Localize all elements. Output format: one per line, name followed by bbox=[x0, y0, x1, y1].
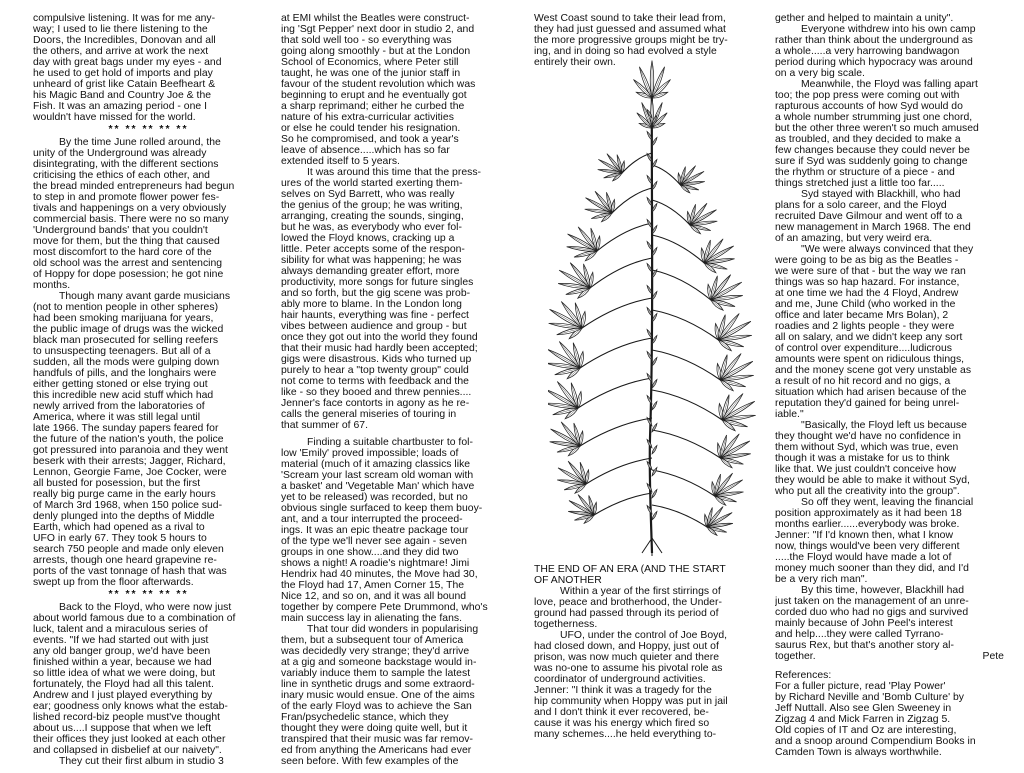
column1-block-a bbox=[33, 13, 264, 123]
text-line: THE END OF AN ERA (AND THE START bbox=[534, 564, 726, 575]
paragraph-gap bbox=[775, 662, 1012, 670]
text-line: lished record-biz people must've thought bbox=[33, 712, 221, 723]
text-line: low 'Emily' proved impossible; loads of bbox=[281, 448, 459, 459]
text-line: period during which hypocracy was around bbox=[775, 57, 973, 68]
text-line: coordinator of underground activities. bbox=[534, 674, 706, 685]
text-line: finished within a year, because we had bbox=[33, 657, 212, 668]
text-line: ear; goodness only knows what the estab- bbox=[33, 701, 228, 712]
text-line: about us....I suppose that when we left bbox=[33, 723, 212, 734]
text-line: and a snoop around Compendium Books in bbox=[775, 736, 976, 747]
text-line: always demanding greater effort, more bbox=[281, 266, 460, 277]
text-line: to unsuspecting teenagers. But all of a bbox=[33, 346, 211, 357]
text-line: "We were always convinced that they bbox=[801, 244, 974, 255]
text-line: Old copies of IT and Oz are interesting, bbox=[775, 725, 957, 736]
text-line: 'Underground bands' that you couldn't bbox=[33, 225, 208, 236]
text-line: handfuls of pills, and the longhairs were bbox=[33, 368, 217, 379]
text-line: UFO, under the control of Joe Boyd, bbox=[560, 630, 728, 641]
text-line: of March 3rd 1968, when 150 police sud- bbox=[33, 500, 223, 511]
text-line: inary music would ensue. One of the aims bbox=[281, 690, 475, 701]
cannabis-plant-illustration bbox=[548, 58, 756, 558]
text-line: were going to be as big as the Beatles - bbox=[775, 255, 959, 266]
text-line: but he was, as everybody who ever fol- bbox=[281, 222, 462, 233]
text-line: this incredible new acid stuff which had bbox=[33, 390, 214, 401]
text-line: transpired that their music was far remov- bbox=[281, 734, 473, 745]
text-line: 'Scream your last scream old woman with bbox=[281, 470, 474, 481]
text-line: Back to the Floyd, who were now just bbox=[59, 602, 232, 613]
text-line: and I don't think it ever recovered, be- bbox=[534, 707, 709, 718]
text-line: Jenner: "If I'd known then, what I know bbox=[775, 530, 953, 541]
text-line: disintegrating, with the different sections bbox=[33, 159, 219, 170]
text-line: Zigzag 4 and Mick Farren in Zigzag 5. bbox=[775, 714, 951, 725]
text-line: obvious single surfaced to keep them buoy- bbox=[281, 503, 483, 514]
column1-block-c bbox=[33, 602, 264, 767]
text-line: they would be able to make it without Syd, bbox=[775, 475, 970, 486]
text-line: at a gig and someone backstage would in- bbox=[281, 657, 477, 668]
text-line: recruited Dave Gilmour and went off to a bbox=[775, 211, 963, 222]
text-line: It was around this time that the press- bbox=[307, 167, 482, 178]
author-signature: Pete bbox=[982, 651, 1004, 662]
text-line: ing, and in doing so had evolved a style bbox=[534, 46, 717, 57]
text-line: going along smoothly - but at the London bbox=[281, 46, 471, 57]
text-line: togetherness. bbox=[534, 619, 598, 630]
text-column-2 bbox=[281, 13, 517, 767]
text-line: Jenner's face contorts in agony as he re- bbox=[281, 398, 470, 409]
text-line: the Floyd had 17, Amen Corner 15, The bbox=[281, 580, 465, 591]
text-line: either getting stoned or else trying out bbox=[33, 379, 208, 390]
text-line: a sharp reprimand; either he curbed the bbox=[281, 101, 465, 112]
text-line: so little idea of what we were doing, but bbox=[33, 668, 216, 679]
text-line: calls the general miseries of touring in bbox=[281, 409, 457, 420]
text-line: now, things would've been very different bbox=[775, 541, 960, 552]
text-column-1 bbox=[33, 13, 264, 767]
text-line: love, peace and brotherhood, the Under- bbox=[534, 597, 722, 608]
text-line: the public image of drugs was the wicked bbox=[33, 324, 224, 335]
text-line: as troubled, and they decided to make a bbox=[775, 134, 961, 145]
text-line: got pressured into paranoia and they went bbox=[33, 445, 228, 456]
text-line: of the early Floyd was to achieve the San bbox=[281, 701, 472, 712]
section-separator: ** ** ** ** ** bbox=[108, 589, 189, 600]
text-line: roadies and 2 lights people - they were bbox=[775, 321, 955, 332]
text-line: Everyone withdrew into his own camp bbox=[801, 24, 976, 35]
text-line: like that. We just couldn't conceive how bbox=[775, 464, 957, 475]
text-line: they had just guessed and assumed what bbox=[534, 24, 726, 35]
text-line: groups in one show....and they did two bbox=[281, 547, 459, 558]
text-line: was no-one to assume his pivotal role as bbox=[534, 663, 723, 674]
text-line: and the money scene got very unstable as bbox=[775, 365, 972, 376]
text-line: References: bbox=[775, 670, 832, 681]
text-line: entirely their own. bbox=[534, 57, 616, 68]
text-line: commercial basis. There were no so many bbox=[33, 214, 229, 225]
text-line: at one time we had the 4 Floyd, Andrew bbox=[775, 288, 959, 299]
text-line: sure if Syd was suddenly going to change bbox=[775, 156, 968, 167]
text-line: and collapsed in disbelief at our naivety". bbox=[33, 745, 222, 756]
text-line: productivity, more songs for future singles bbox=[281, 277, 474, 288]
column2-block-b bbox=[281, 437, 517, 767]
text-line: or else he could tender his resignation. bbox=[281, 123, 461, 134]
text-line: who put all the creativity into the group". bbox=[775, 486, 960, 497]
text-line: cause it was his energy which fired so bbox=[534, 718, 710, 729]
text-column-4 bbox=[775, 13, 1012, 767]
text-line: So he compromised, and took a year's bbox=[281, 134, 459, 145]
text-line: of the type we'll never see again - seven bbox=[281, 536, 467, 547]
text-line: luck, talent and a miraculous series of bbox=[33, 624, 208, 635]
text-line: all busted for posession, but the first bbox=[33, 478, 201, 489]
column2-block-a bbox=[281, 13, 517, 431]
text-line: gigs were disastrous. Kids who turned up bbox=[281, 354, 472, 365]
text-line: Finding a suitable chartbuster to fol- bbox=[307, 437, 473, 448]
text-line: For a fuller picture, read 'Play Power' bbox=[775, 681, 946, 692]
text-line: of Hoppy for dope posession; he got nine bbox=[33, 269, 224, 280]
text-line: together by compere Pete Drummond, who's bbox=[281, 602, 488, 613]
text-line: black man prosecuted for selling reefers bbox=[33, 335, 219, 346]
text-line: variably induce them to sample the latest bbox=[281, 668, 471, 679]
section-heading bbox=[534, 564, 756, 586]
text-line: hip community when Hoppy was put in jail bbox=[534, 696, 728, 707]
text-line: Camden Town is always worthwhile. bbox=[775, 747, 942, 758]
text-line: a whole.....a very harrowing bandwagon bbox=[775, 46, 960, 57]
text-line: .....the Floyd would have made a lot of bbox=[775, 552, 952, 563]
text-line: Jenner: "I think it was a tragedy for the bbox=[534, 685, 712, 696]
text-line: gether and helped to maintain a unity". bbox=[775, 13, 954, 24]
text-line: together. Pete bbox=[775, 651, 1004, 662]
text-line: though it was a mistake for us to think bbox=[775, 453, 950, 464]
text-line: rapturous accounts of how Syd would do bbox=[775, 101, 963, 112]
column4-block bbox=[775, 13, 1012, 758]
text-line: and me, June Child (who worked in the bbox=[775, 299, 956, 310]
text-line: way; I used to lie there listening to the bbox=[33, 24, 208, 35]
text-line: lowed the Floyd knows, cracking up a bbox=[281, 233, 455, 244]
text-line: months. bbox=[33, 280, 71, 291]
text-line: the rhythm or structure of a piece - and bbox=[775, 167, 955, 178]
text-line: ports of the vast tonnage of hash that was bbox=[33, 566, 227, 577]
text-line: wouldn't have missed for the world. bbox=[33, 112, 196, 123]
text-line: and so forth, but the gig scene was prob- bbox=[281, 288, 471, 299]
text-line: ant, and a tour interrupted the proceed- bbox=[281, 514, 463, 525]
text-line: shows a night! A roadie's nightmare! Jimi bbox=[281, 558, 470, 569]
column1-block-b bbox=[33, 137, 264, 588]
text-line: had closed down, and Hoppy, just out of bbox=[534, 641, 719, 652]
text-line: Andrew and I just played everything by bbox=[33, 690, 213, 701]
text-line: and help....they were called Tyrrano- bbox=[775, 629, 944, 640]
text-line: that their music had hardly been accepted; bbox=[281, 343, 478, 354]
text-line: By this time, however, Blackhill had bbox=[801, 585, 965, 596]
text-line: any old banger group, we'd have been bbox=[33, 646, 211, 657]
text-line: Fran/psychedelic stance, which they bbox=[281, 712, 449, 723]
text-line: them without Syd, which was true, even bbox=[775, 442, 959, 453]
text-line: Meanwhile, the Floyd was falling apart bbox=[801, 79, 978, 90]
text-line: months earlier......everybody was broke. bbox=[775, 519, 960, 530]
section-separator: ** ** ** ** ** bbox=[108, 124, 189, 135]
text-line: them, but a subsequent tour of America bbox=[281, 635, 464, 646]
text-line: (not to mention people in other spheres) bbox=[33, 302, 219, 313]
text-line: Hendrix had 40 minutes, the Move had 30, bbox=[281, 569, 478, 580]
text-line: iable." bbox=[775, 409, 804, 420]
text-line: they thought we'd have no confidence in bbox=[775, 431, 961, 442]
text-line: "Basically, the Floyd left us because bbox=[801, 420, 967, 431]
text-line: material (much of it amazing classics like bbox=[281, 459, 471, 470]
text-line: newly arrived from the laboratories of bbox=[33, 401, 205, 412]
text-line: once they got out into the world they found bbox=[281, 332, 478, 343]
text-line: vibes between audience and group - but bbox=[281, 321, 467, 332]
text-line: on a very big scale. bbox=[775, 68, 865, 79]
text-line: the future of the nation's youth, the police bbox=[33, 434, 224, 445]
text-line: School of Economics, where Peter still bbox=[281, 57, 459, 68]
text-line: swept up from the floor afterwards. bbox=[33, 577, 194, 588]
text-line: he used to get hold of imports and play bbox=[33, 68, 213, 79]
text-line: about world famous due to a combination of bbox=[33, 613, 236, 624]
text-line: extended itself to 5 years. bbox=[281, 156, 400, 167]
text-line: Jeff Nuttall. Also see Glen Sweeney in bbox=[775, 703, 952, 714]
text-line: main success lay in alienating the fans. bbox=[281, 613, 463, 624]
text-line: old school was the arrest and sentencing bbox=[33, 258, 223, 269]
text-line: money much sooner than they did, and I'd bbox=[775, 563, 969, 574]
text-line: sudden, all the mods were gulping down bbox=[33, 357, 220, 368]
text-line: nature of his extra-curricular activities bbox=[281, 112, 454, 123]
text-line: move for them, but the thing that caused bbox=[33, 236, 220, 247]
text-line: hair haunts, everything was fine - perfect bbox=[281, 310, 469, 321]
text-line: Lennon, Georgie Fame, Joe Cocker, were bbox=[33, 467, 227, 478]
text-line: sibility for what was happening; he was bbox=[281, 255, 462, 266]
text-line: new management in March 1968. The end bbox=[775, 222, 971, 233]
text-line: Nice 12, and so on, and it was all bound bbox=[281, 591, 467, 602]
text-line: tivals and happenings on a very obviously bbox=[33, 203, 227, 214]
text-line: be a very rich man". bbox=[775, 574, 868, 585]
text-line: at EMI whilst the Beatles were construct- bbox=[281, 13, 470, 24]
text-line: the genius of the group; he was writing, bbox=[281, 200, 463, 211]
text-line: amounts were spent on ridiculous things, bbox=[775, 354, 965, 365]
text-line: their offices they just looked at each other bbox=[33, 734, 226, 745]
text-line: OF ANOTHER bbox=[534, 575, 602, 586]
text-line: Syd stayed with Blackhill, who had bbox=[801, 189, 961, 200]
column3-block-bottom bbox=[534, 586, 756, 740]
text-line: beginning to erupt and he eventually got bbox=[281, 90, 467, 101]
text-line: corded duo who had no gigs and survived bbox=[775, 607, 969, 618]
text-line: the bread minded entrepreneurs had begun bbox=[33, 181, 235, 192]
text-line: That tour did wonders in popularising bbox=[307, 624, 479, 635]
text-line: arranging, creating the sounds, singing, bbox=[281, 211, 464, 222]
text-line: late 1966. The sunday papers feared for bbox=[33, 423, 219, 434]
text-line: purely to hear a "top twenty group" could bbox=[281, 365, 469, 376]
text-line: UFO in early 67. They took 5 hours to bbox=[33, 533, 207, 544]
text-line: the others, and arrive at work the next bbox=[33, 46, 209, 57]
text-line: ures of the world started exerting them- bbox=[281, 178, 463, 189]
text-line: but the other three weren't so much amused bbox=[775, 123, 979, 134]
text-line: was decidedly very strange; they'd arrive bbox=[281, 646, 470, 657]
text-line: Fish. It was an amazing period - one I bbox=[33, 101, 208, 112]
text-line: the more progressive groups might be try- bbox=[534, 35, 728, 46]
text-line: saurus Rex, but that's another story al- bbox=[775, 640, 954, 651]
text-line: position approximately as it had been 18 bbox=[775, 508, 962, 519]
text-line: ably more to blame. In the London long bbox=[281, 299, 462, 310]
text-line: selves on Syd Barrett, who was really bbox=[281, 189, 455, 200]
text-line: ed from anything the Americans had ever bbox=[281, 745, 472, 756]
text-line: of an amazing, but very weird era. bbox=[775, 233, 933, 244]
text-line: Earth, which had opened as a rival to bbox=[33, 522, 205, 533]
text-line: fortunately, the Floyd had all this talent. bbox=[33, 679, 214, 690]
text-line: mainly because of John Peel's interest bbox=[775, 618, 953, 629]
text-line: of control over expenditure....ludicrous bbox=[775, 343, 952, 354]
text-line: By the time June rolled around, the bbox=[59, 137, 221, 148]
text-line: reputation they'd gained for being unrel- bbox=[775, 398, 960, 409]
text-line: really big purge came in the early hours bbox=[33, 489, 216, 500]
text-line: situation which had arisen because of the bbox=[775, 387, 967, 398]
text-line: most discomfort to the hard core of the bbox=[33, 247, 212, 258]
text-line: his Magic Band and Country Joe & the bbox=[33, 90, 212, 101]
text-line: yet to be released) was recorded, but no bbox=[281, 492, 468, 503]
text-line: few changes because they could never be bbox=[775, 145, 970, 156]
text-line: Doors, the Incredibles, Donovan and all bbox=[33, 35, 216, 46]
text-line: prison, was now much quieter and there bbox=[534, 652, 720, 663]
text-line: little. Peter accepts some of the respon- bbox=[281, 244, 465, 255]
text-line: taught, he was one of the junior staff in bbox=[281, 68, 461, 79]
text-line: So off they went, leaving the financial bbox=[801, 497, 974, 508]
text-line: arrests, though one heard grapevine re- bbox=[33, 555, 217, 566]
text-line: ing 'Sgt Pepper' next door in studio 2, and bbox=[281, 24, 475, 35]
text-line: just taken on the management of an unre- bbox=[775, 596, 969, 607]
text-line: office and later became Mrs Bolan), 2 bbox=[775, 310, 949, 321]
text-line: compulsive listening. It was for me any- bbox=[33, 13, 216, 24]
text-line: like - so they booed and threw pennies.... bbox=[281, 387, 472, 398]
text-line: America, where it was still legal until bbox=[33, 412, 201, 423]
text-line: Within a year of the first stirrings of bbox=[560, 586, 721, 597]
text-line: a result of no hit record and no gigs, a bbox=[775, 376, 951, 387]
text-line: had been smoking marijuana for years, bbox=[33, 313, 214, 324]
text-line: denly plunged into the depths of Middle bbox=[33, 511, 215, 522]
text-line: seen before. With few examples of the bbox=[281, 756, 459, 767]
text-line: things stretched just a little too far..... bbox=[775, 178, 945, 189]
text-line: things was so hap hazard. For instance, bbox=[775, 277, 960, 288]
text-line: that summer of 67. bbox=[281, 420, 368, 431]
text-line: many schemes....he held everything to- bbox=[534, 729, 717, 740]
text-line: that sold well too - so everything was bbox=[281, 35, 452, 46]
text-line: we were sure of that - but the way we ran bbox=[775, 266, 966, 277]
text-line: ings. It was an epic theatre package tour bbox=[281, 525, 469, 536]
text-line: criticising the ethics of each other, and bbox=[33, 170, 210, 181]
text-line: plans for a solo career, and the Floyd bbox=[775, 200, 947, 211]
text-line: events. "If we had started out with just bbox=[33, 635, 209, 646]
text-column-3-bottom bbox=[534, 564, 756, 767]
text-line: line in synthetic drugs and some extraord- bbox=[281, 679, 475, 690]
text-line: by Richard Neville and 'Bomb Culture' by bbox=[775, 692, 964, 703]
text-line: West Coast sound to take their lead from, bbox=[534, 13, 726, 24]
text-line: Though many avant garde musicians bbox=[59, 291, 231, 302]
text-line: They cut their first album in studio 3 bbox=[59, 756, 224, 767]
text-line: thought they were doing quite well, but it bbox=[281, 723, 468, 734]
text-line: unheard of grist like Catain Beefheart & bbox=[33, 79, 216, 90]
text-line: ground had passed through its period of bbox=[534, 608, 719, 619]
text-line: a whole number strumming just one chord, bbox=[775, 112, 973, 123]
text-line: day with great bags under my eyes - and bbox=[33, 57, 222, 68]
text-line: rather than think about the underground as bbox=[775, 35, 973, 46]
text-line: leave of absence.....which has so far bbox=[281, 145, 450, 156]
text-line: beserk with their arrests; Jagger, Richard, bbox=[33, 456, 226, 467]
text-line: all on salary, and we didn't keep any sort bbox=[775, 332, 963, 343]
text-line: to step in and promote flower power fes- bbox=[33, 192, 220, 203]
text-line: not come to terms with feedback and the bbox=[281, 376, 469, 387]
text-line: a basket' and 'Vegetable Man' which have bbox=[281, 481, 475, 492]
text-line: search 750 people and made only eleven bbox=[33, 544, 224, 555]
text-line: unity of the Underground was already bbox=[33, 148, 207, 159]
text-line: favour of the student revolution which was bbox=[281, 79, 476, 90]
text-line: too; the pop press were coming out with bbox=[775, 90, 960, 101]
